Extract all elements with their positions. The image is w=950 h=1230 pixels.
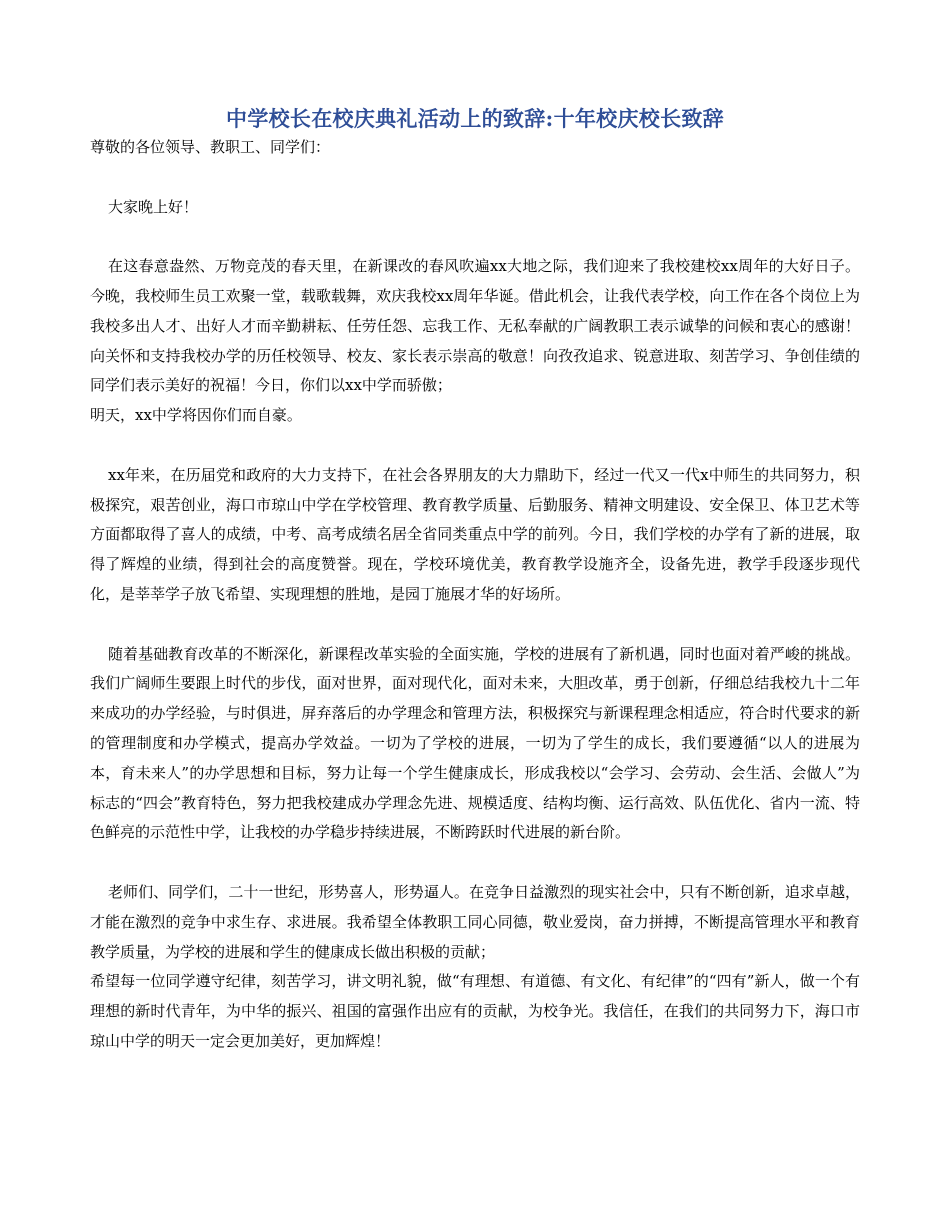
body-paragraph: 明天，xx中学将因你们而自豪。: [90, 406, 302, 425]
body-paragraph: xx年来，在历届党和政府的大力支持下，在社会各界朋友的大力鼎助下，经过一代又一代x中师生的共同努力，积极探究，艰苦创业，海口市琼山中学在学校管理、教育教学质量、后勤服务、精神文明建设、安全保卫、体卫艺术等方面都取得了喜人的成绩，中考、高考成绩名居全省同类重点中学的前列。今日，我们学校的办学有了新的进展，取得了辉煌的业绩，得到社会的高度赞誉。现在，学校环境优美，教育教学设施齐全，设备先进，教学手段逐步现代化，是莘莘学子放飞希望、实现理想的胜地，是园丁施展才华的好场所。: [90, 465, 860, 603]
body-paragraph: 老师们、同学们，二十一世纪，形势喜人，形势逼人。在竞争日益激烈的现实社会中，只有不断创新，追求卓越，才能在激烈的竞争中求生存、求进展。我希望全体教职工同心同德，敬业爱岗，奋力拼搏，不断提高管理水平和教育教学质量，为学校的进展和学生的健康成长做出积极的贡献；: [90, 882, 860, 961]
document-title: 中学校长在校庆典礼活动上的致辞:十年校庆校长致辞: [226, 106, 724, 131]
body-paragraph: 希望每一位同学遵守纪律，刻苦学习，讲文明礼貌，做“有理想、有道德、有文化、有纪律”的“四有”新人，做一个有理想的新时代青年，为中华的振兴、祖国的富强作出应有的贡献，为校争光。我信任，在我们的共同努力下，海口市琼山中学的明天一定会更加美好，更加辉煌！: [90, 972, 860, 1050]
document-body: [90, 133, 860, 1057]
greeting: 大家晚上好！: [108, 197, 199, 216]
paragraph-spacer: [90, 163, 860, 193]
body-paragraph: 在这春意盎然、万物竞茂的春天里，在新课改的春风吹遍xx大地之际，我们迎来了我校建校xx周年的大好日子。今晚，我校师生员工欢聚一堂，载歌载舞，欢庆我校xx周年华诞。借此机会，让我代表学校，向工作在各个岗位上为我校多出人才、出好人才而辛勤耕耘、任劳任怨、忘我工作、无私奉献的广阔教职工表示诚挚的问候和衷心的感谢！向关怀和支持我校办学的历任校领导、校友、家长表示崇高的敬意！向孜孜追求、锐意进取、刻苦学习、争创佳绩的同学们表示美好的祝福！今日，你们以xx中学而骄傲；: [90, 257, 860, 395]
paragraph-spacer: [90, 222, 860, 252]
paragraph-spacer: [90, 848, 860, 878]
paragraph-spacer: [90, 431, 860, 461]
paragraph-spacer: [90, 610, 860, 640]
salutation: 尊敬的各位领导、教职工、同学们：: [90, 138, 331, 156]
body-paragraph: 随着基础教育改革的不断深化，新课程改革实验的全面实施，学校的进展有了新机遇，同时也面对着严峻的挑战。我们广阔师生要跟上时代的步伐，面对世界，面对现代化，面对未来，大胆改革，勇于创新，仔细总结我校九十二年来成功的办学经验，与时俱进，屏弃落后的办学理念和管理方法，积极探究与新课程理念相适应，符合时代要求的新的管理制度和办学模式，提高办学效益。一切为了学校的进展，一切为了学生的成长，我们要遵循“以人的进展为本，育未来人”的办学思想和目标，努力让每一个学生健康成长，形成我校以“会学习、会劳动、会生活、会做人”为标志的“四会”教育特色，努力把我校建成办学理念先进、规模适度、结构均衡、运行高效、队伍优化、省内一流、特色鲜亮的示范性中学，让我校的办学稳步持续进展，不断跨跃时代进展的新台阶。: [90, 644, 860, 842]
